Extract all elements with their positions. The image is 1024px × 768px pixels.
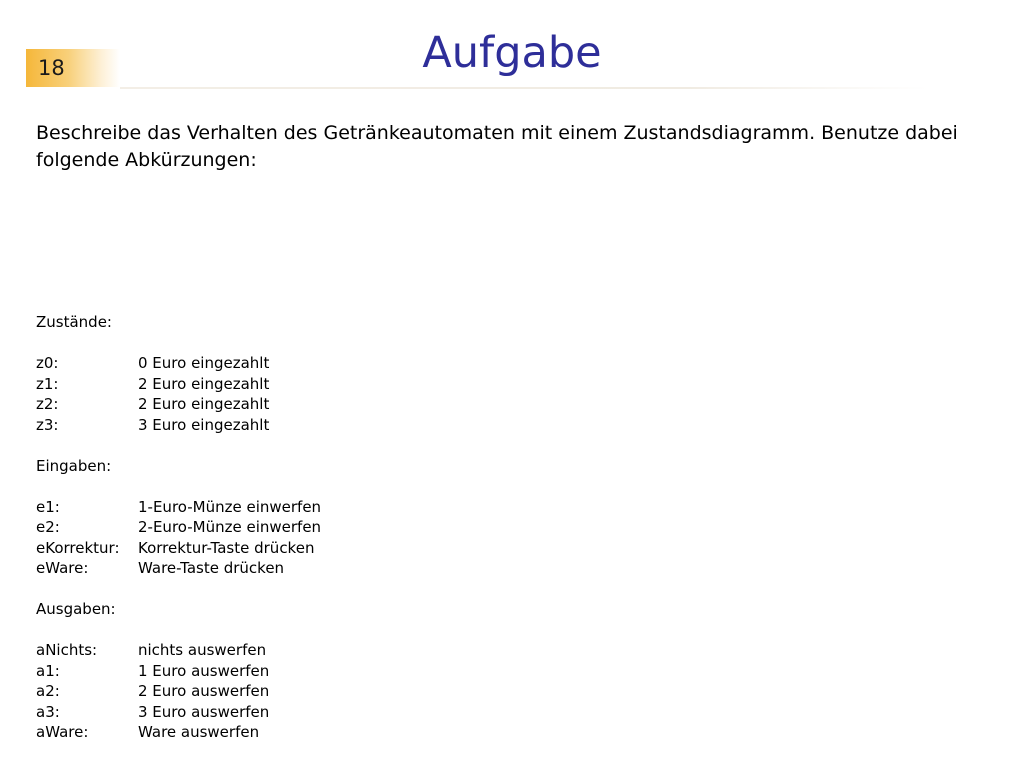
output-key: aWare: bbox=[36, 723, 89, 741]
state-key: z3: bbox=[36, 415, 59, 434]
spacer bbox=[36, 579, 321, 600]
output-row bbox=[36, 661, 321, 682]
states-heading: Zustände: bbox=[36, 313, 112, 331]
spacer bbox=[36, 476, 321, 497]
input-key: e1: bbox=[36, 497, 60, 516]
output-row bbox=[36, 640, 321, 661]
state-row bbox=[36, 374, 321, 395]
input-key: eKorrektur: bbox=[36, 538, 120, 557]
state-row bbox=[36, 394, 321, 415]
input-value: Korrektur-Taste drücken bbox=[138, 538, 315, 557]
input-value: 1-Euro-Münze einwerfen bbox=[138, 497, 322, 516]
output-value: 1 Euro auswerfen bbox=[138, 661, 270, 680]
output-key: a1: bbox=[36, 661, 60, 680]
input-row bbox=[36, 517, 321, 538]
state-row bbox=[36, 415, 321, 436]
output-row bbox=[36, 702, 321, 723]
spacer bbox=[36, 435, 321, 456]
spacer bbox=[36, 333, 321, 354]
abbreviation-lists bbox=[36, 312, 321, 743]
state-value: 2 Euro eingezahlt bbox=[138, 395, 270, 413]
output-row bbox=[36, 722, 321, 743]
outputs-heading: Ausgaben: bbox=[36, 600, 116, 618]
slide-title: Aufgabe bbox=[422, 28, 602, 78]
input-row bbox=[36, 558, 321, 579]
input-row bbox=[36, 538, 321, 559]
input-row bbox=[36, 497, 321, 518]
output-key: a2: bbox=[36, 682, 60, 700]
output-value: 2 Euro auswerfen bbox=[138, 682, 270, 700]
state-key: z1: bbox=[36, 374, 59, 393]
inputs-heading: Eingaben: bbox=[36, 456, 112, 475]
output-row bbox=[36, 681, 321, 702]
output-value: nichts auswerfen bbox=[138, 641, 267, 659]
input-key: eWare: bbox=[36, 559, 89, 577]
state-row bbox=[36, 353, 321, 374]
state-value: 3 Euro eingezahlt bbox=[138, 415, 270, 434]
output-key: a3: bbox=[36, 702, 60, 721]
input-key: e2: bbox=[36, 518, 60, 536]
spacer bbox=[36, 620, 321, 641]
intro-text: Beschreibe das Verhalten des Getränkeautomaten mit einem Zustandsdiagramm. Benutze dabei folgende Abkürzungen: bbox=[36, 122, 958, 171]
state-key: z0: bbox=[36, 354, 59, 372]
output-value: Ware auswerfen bbox=[138, 723, 260, 741]
input-value: Ware-Taste drücken bbox=[138, 559, 285, 577]
state-key: z2: bbox=[36, 395, 59, 413]
title-underline bbox=[120, 87, 928, 89]
output-value: 3 Euro auswerfen bbox=[138, 702, 270, 721]
slide-number: 18 bbox=[38, 56, 65, 80]
output-key: aNichts: bbox=[36, 641, 98, 659]
state-value: 2 Euro eingezahlt bbox=[138, 374, 270, 393]
input-value: 2-Euro-Münze einwerfen bbox=[138, 518, 322, 536]
state-value: 0 Euro eingezahlt bbox=[138, 354, 270, 372]
